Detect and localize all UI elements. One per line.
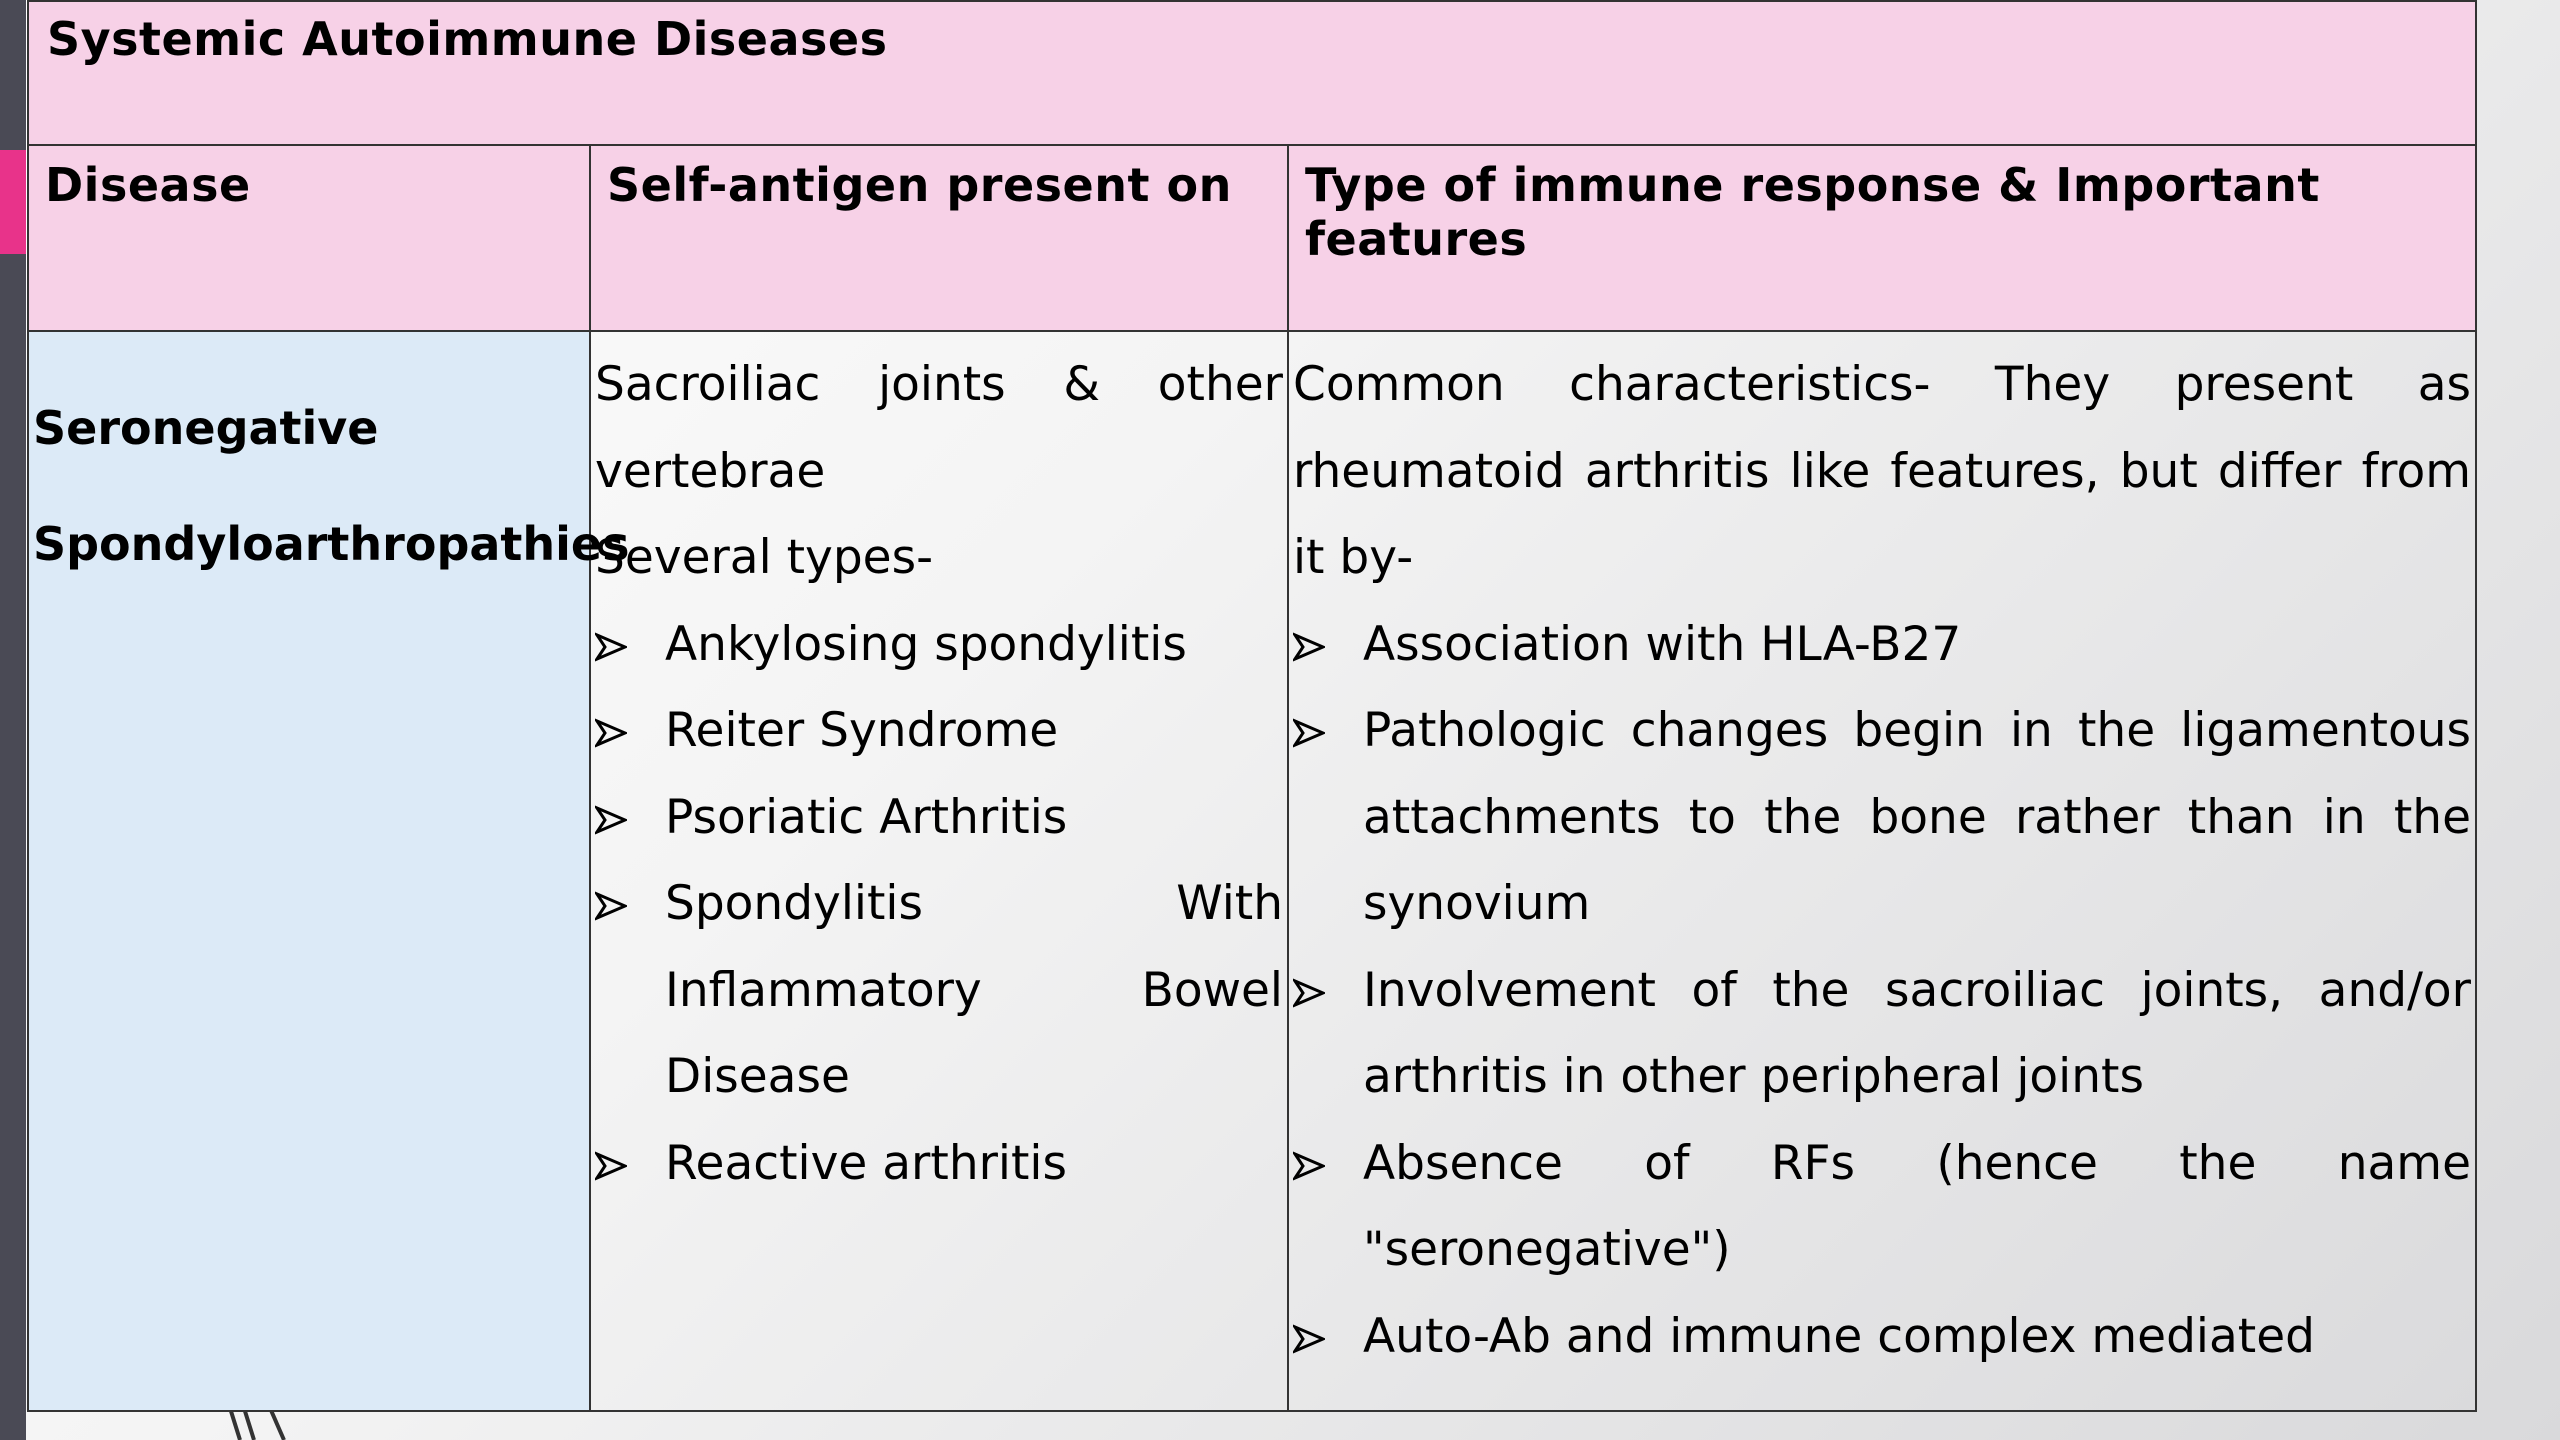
arrow-bullet-icon	[595, 688, 635, 775]
response-intro: Common characteristics- They present as rheumatoid arthritis like features, but differ from it by-	[1293, 357, 2471, 585]
arrow-bullet-icon	[595, 602, 635, 689]
arrow-bullet-icon	[1293, 602, 1333, 689]
arrow-bullet-icon	[1293, 1121, 1333, 1208]
list-item	[1293, 602, 2471, 689]
response-feature-label: Absence of RFs (hence the name "seronegative")	[1363, 1135, 2471, 1277]
decorative-lines	[210, 1408, 330, 1440]
arrow-bullet-icon	[595, 1121, 635, 1208]
antigen-intro: Sacroiliac joints & other vertebrae	[595, 357, 1283, 499]
antigen-type-label: Reiter Syndrome	[665, 703, 1059, 758]
table-title: Systemic Autoimmune Diseases	[47, 12, 888, 66]
response-features-list	[1293, 602, 2471, 1381]
header-antigen-cell	[590, 145, 1288, 331]
response-feature-label: Pathologic changes begin in the ligamentous attachments to the bone rather than in the synovium	[1363, 703, 2471, 931]
slide-accent-marker	[0, 150, 26, 254]
arrow-bullet-icon	[1293, 948, 1333, 1035]
header-response-cell	[1288, 145, 2476, 331]
antigen-types-list	[595, 602, 1283, 1208]
antigen-type-label: Ankylosing spondylitis	[665, 616, 1187, 672]
list-item	[595, 775, 1283, 862]
table-title-cell	[28, 1, 2476, 145]
response-feature-label: Association with HLA-B27	[1363, 616, 1962, 672]
list-item	[595, 602, 1283, 689]
list-item	[1293, 688, 2471, 948]
header-response: Type of immune response & Important features	[1305, 158, 2320, 266]
antigen-type-label: Spondylitis With Inflammatory Bowel Disease	[665, 876, 1283, 1104]
response-cell	[1288, 331, 2476, 1411]
list-item	[595, 688, 1283, 775]
antigen-cell	[590, 331, 1288, 1411]
disease-cell	[28, 331, 630, 1411]
header-antigen: Self-antigen present on	[607, 158, 1232, 212]
arrow-bullet-icon	[1293, 1294, 1333, 1381]
response-feature-label: Involvement of the sacroiliac joints, and/or arthritis in other peripheral joints	[1363, 962, 2471, 1104]
list-item	[595, 1121, 1283, 1208]
antigen-types-label: Several types-	[595, 530, 934, 585]
header-disease-cell	[28, 145, 590, 331]
list-item	[1293, 1294, 2471, 1381]
list-item	[1293, 948, 2471, 1121]
autoimmune-disease-table	[27, 0, 2477, 1412]
list-item	[595, 861, 1283, 1121]
response-feature-label: Auto-Ab and immune complex mediated	[1363, 1308, 2315, 1364]
disease-name-line1: Seronegative	[33, 401, 379, 455]
arrow-bullet-icon	[1293, 688, 1333, 775]
arrow-bullet-icon	[595, 775, 635, 862]
antigen-type-label: Reactive arthritis	[665, 1135, 1067, 1191]
disease-name	[29, 332, 630, 602]
header-disease: Disease	[45, 158, 251, 212]
antigen-type-label: Psoriatic Arthritis	[665, 789, 1068, 845]
list-item	[1293, 1121, 2471, 1294]
disease-name-line2: Spondyloarthropathies	[33, 517, 630, 571]
arrow-bullet-icon	[595, 861, 635, 948]
